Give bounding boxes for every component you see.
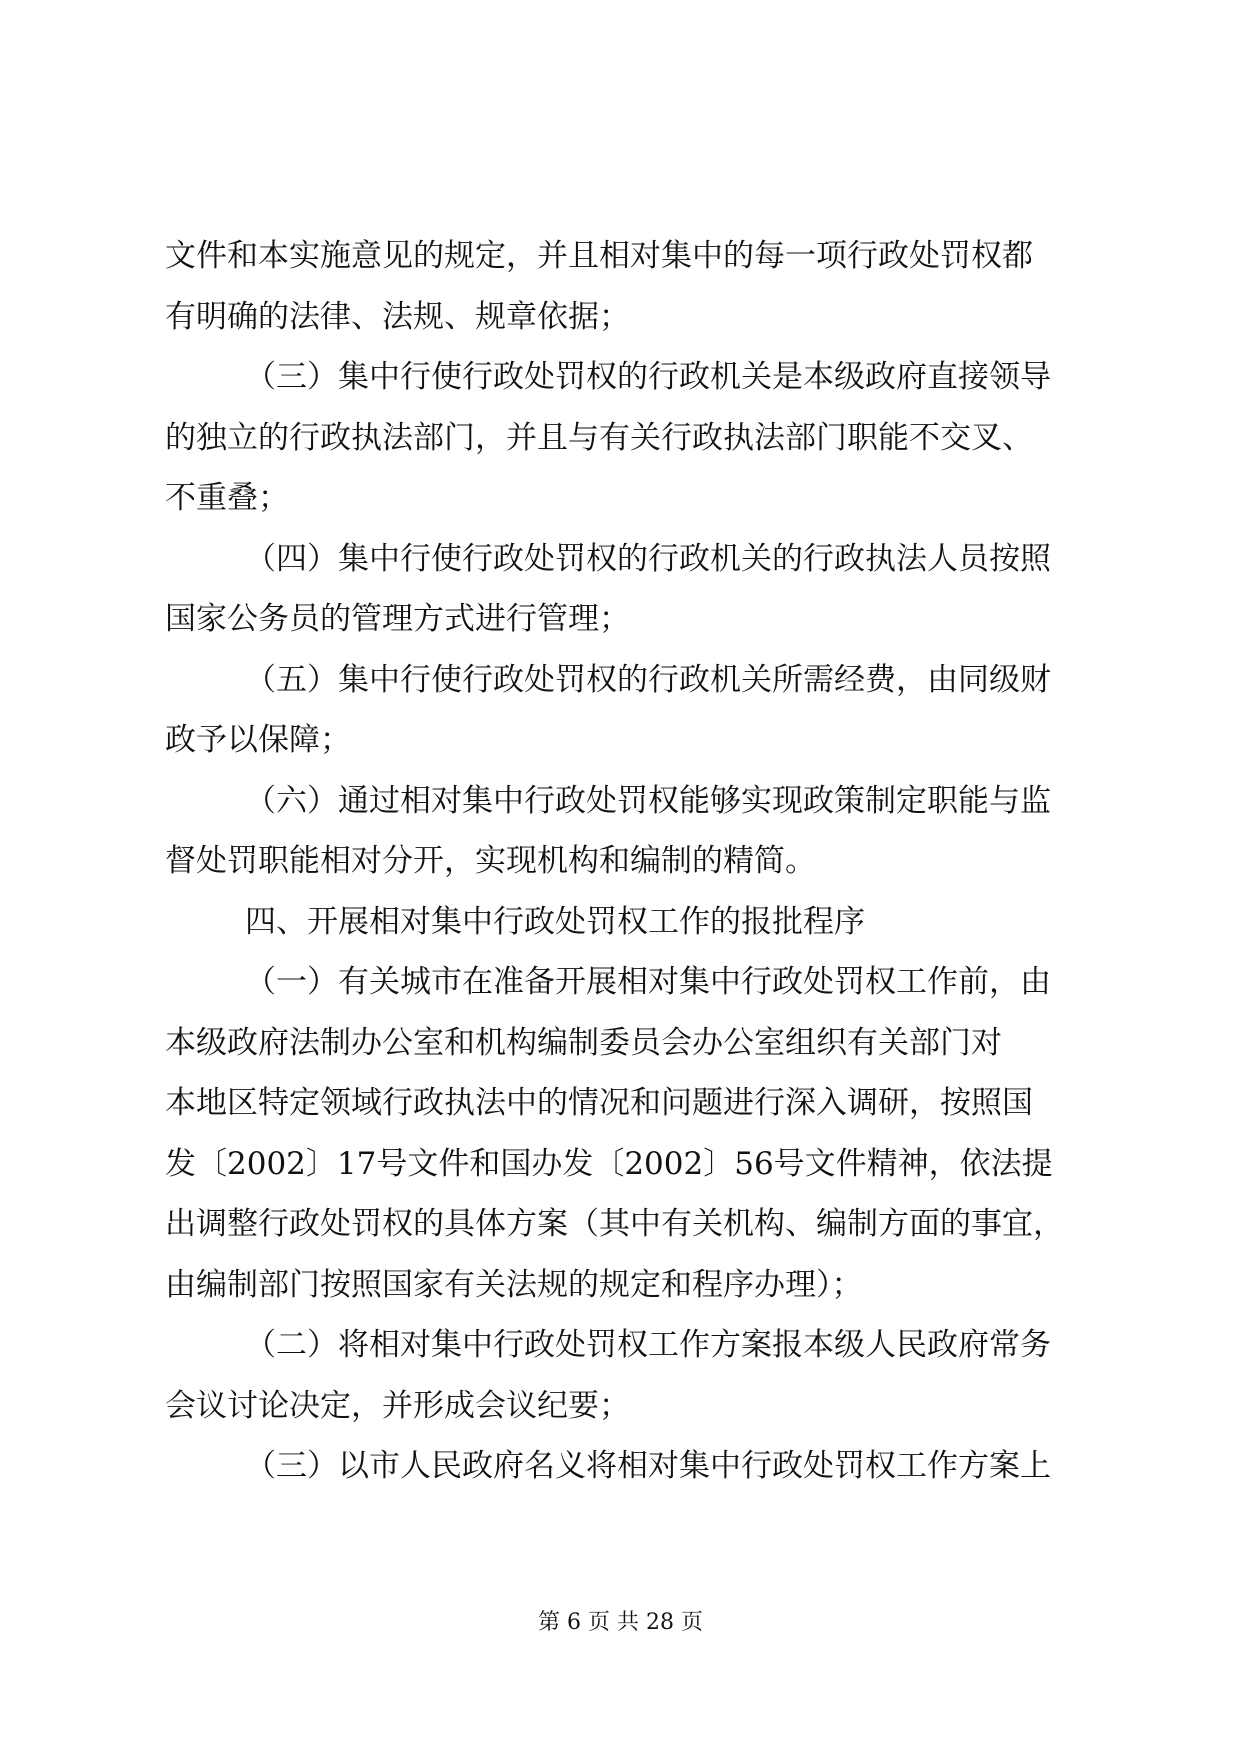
text-line: （六）通过相对集中行政处罚权能够实现政策制定职能与监 bbox=[245, 782, 1051, 819]
text-line: 政予以保障； bbox=[165, 722, 351, 758]
document-body bbox=[165, 226, 1085, 1497]
text-line: 有明确的法律、法规、规章依据； bbox=[165, 298, 630, 335]
text-line: 督处罚职能相对分开，实现机构和编制的精简。 bbox=[165, 843, 816, 879]
text-line: 出调整行政处罚权的具体方案（其中有关机构、编制方面的事宜， bbox=[165, 1206, 1064, 1242]
page-footer: 第 6 页 共 28 页 bbox=[538, 1610, 703, 1635]
text-line: 由编制部门按照国家有关法规的规定和程序办理）； bbox=[165, 1266, 863, 1303]
text-line: 文件和本实施意见的规定，并且相对集中的每一项行政处罚权都 bbox=[165, 238, 1033, 274]
text-line: （二）将相对集中行政处罚权工作方案报本级人民政府常务 bbox=[245, 1327, 1051, 1363]
text-line: 的独立的行政执法部门，并且与有关行政执法部门职能不交叉、 bbox=[165, 419, 1033, 456]
text-line: （一）有关城市在准备开展相对集中行政处罚权工作前，由 bbox=[245, 964, 1051, 1000]
text-line: （三）集中行使行政处罚权的行政机关是本级政府直接领导 bbox=[245, 359, 1051, 395]
text-line: 会议讨论决定，并形成会议纪要； bbox=[165, 1387, 630, 1424]
text-line: （五）集中行使行政处罚权的行政机关所需经费，由同级财 bbox=[245, 661, 1051, 698]
text-line: 本地区特定领域行政执法中的情况和问题进行深入调研，按照国 bbox=[165, 1085, 1033, 1121]
text-line: 发〔2002〕17号文件和国办发〔2002〕56号文件精神，依法提 bbox=[165, 1145, 1053, 1182]
text-line: （三）以市人民政府名义将相对集中行政处罚权工作方案上 bbox=[245, 1448, 1051, 1484]
text-line: 国家公务员的管理方式进行管理； bbox=[165, 601, 630, 637]
text-line: （四）集中行使行政处罚权的行政机关的行政执法人员按照 bbox=[245, 540, 1051, 577]
text-line: 四、开展相对集中行政处罚权工作的报批程序 bbox=[245, 903, 865, 940]
text-line: 不重叠； bbox=[165, 480, 289, 516]
text-line: 本级政府法制办公室和机构编制委员会办公室组织有关部门对 bbox=[165, 1024, 1002, 1061]
